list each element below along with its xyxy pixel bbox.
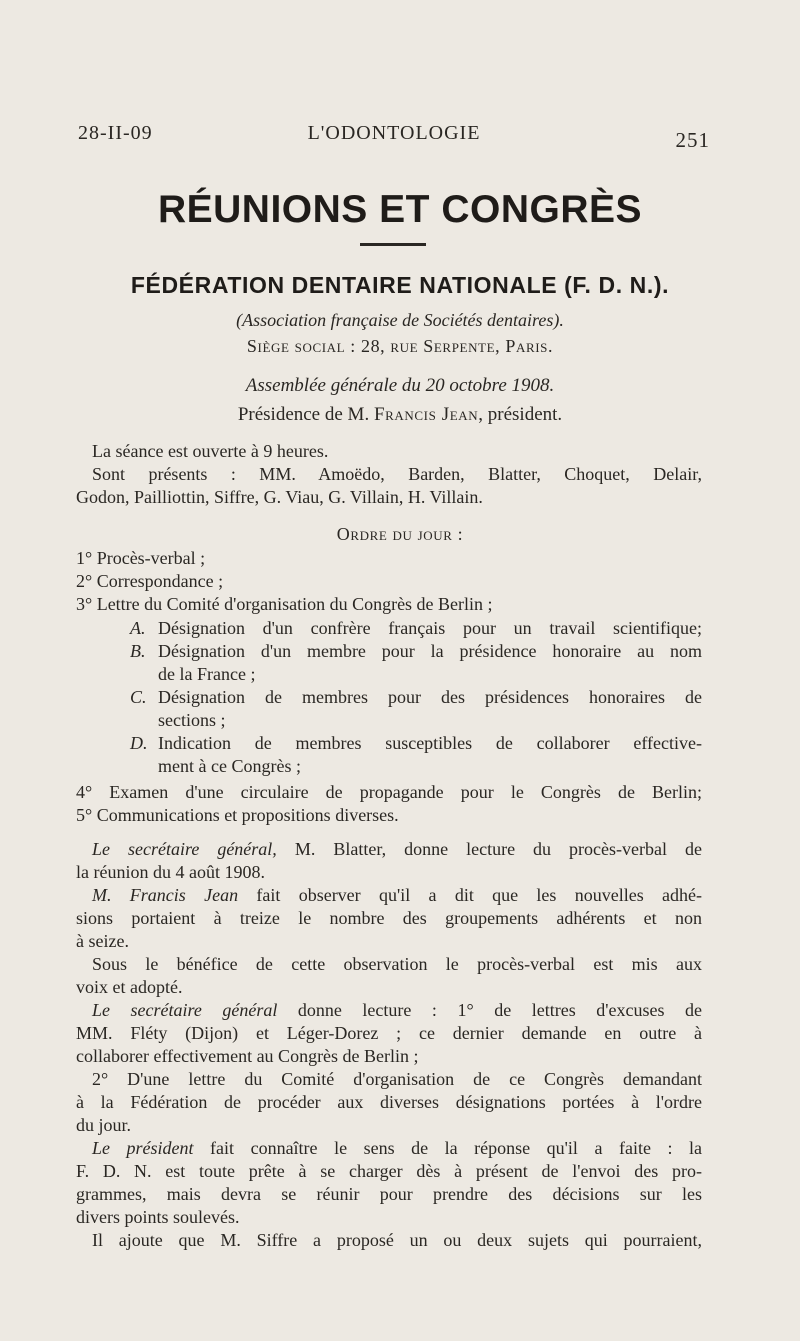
presidence-line — [0, 404, 800, 426]
para-6-line-1 — [92, 1137, 702, 1159]
speaker: Le président — [92, 1138, 194, 1158]
item-label: D. — [130, 733, 148, 753]
running-header — [78, 118, 710, 152]
agenda-item-4: 4° Examen d'une circulaire de propagande pour le Congrès de Berlin; — [76, 782, 702, 802]
assembly-date: Assemblée générale du 20 octobre 1908. — [245, 375, 555, 396]
para-7-line-1: Il ajoute que M. Siffre a proposé un ou deux sujets qui pourraient, — [92, 1230, 702, 1250]
item-text: Désignation d'un confrère français pour un travail scientifique; — [158, 618, 702, 638]
agenda-item-3: 3° Lettre du Comité d'organisation du Congrès de Berlin ; — [76, 594, 493, 614]
item-text: Indication de membres susceptibles de collaborer effective- — [158, 733, 702, 753]
presents-line-1: Sont présents : MM. Amoëdo, Barden, Blatter, Choquet, Delair, — [92, 464, 702, 484]
para-6-line-2: F. D. N. est toute prête à se charger dès à présent de l'envoi des pro- — [76, 1161, 702, 1181]
para-1-line-1 — [92, 838, 702, 860]
siege-social: Siège social : 28, rue Serpente, Paris. — [246, 336, 554, 356]
title-rule — [360, 243, 426, 246]
para-3-line-2: voix et adopté. — [76, 977, 183, 997]
agenda-item-3d — [130, 732, 702, 754]
agenda-item-1: 1° Procès-verbal ; — [76, 548, 206, 568]
presidence-suffix: , président. — [478, 404, 563, 425]
para-6-line-4: divers points soulevés. — [76, 1207, 240, 1227]
para-5-line-1: 2° D'une lettre du Comité d'organisation de ce Congrès demandant — [92, 1069, 702, 1089]
para-3-line-1: Sous le bénéfice de cette observation le procès-verbal est mis aux — [92, 954, 702, 974]
para-6-line-3: grammes, mais devra se réunir pour prendre des décisions sur les — [76, 1184, 702, 1204]
seance-line: La séance est ouverte à 9 heures. — [92, 441, 329, 461]
para-4-line-1 — [92, 999, 702, 1021]
presidence-prefix: Présidence de M. — [237, 404, 374, 425]
agenda-item-3b — [130, 640, 702, 662]
speaker: Le secrétaire général — [92, 1000, 278, 1020]
item-text: Désignation d'un membre pour la présidence honoraire au nom — [158, 641, 702, 661]
item-text: Désignation de membres pour des présidences honoraires de — [158, 687, 702, 707]
ordre-du-jour-heading: Ordre du jour : — [336, 524, 464, 544]
item-label: A. — [130, 618, 146, 638]
text: donne lecture : 1° de lettres d'excuses de — [277, 1000, 702, 1020]
page-number: 251 — [675, 128, 710, 152]
agenda-item-3a — [130, 617, 702, 639]
speaker: M. Francis Jean — [92, 885, 239, 905]
journal-title: L'ODONTOLOGIE — [307, 122, 481, 144]
para-2-line-1 — [92, 884, 702, 906]
federation-heading: FÉDÉRATION DENTAIRE NATIONALE (F. D. N.). — [130, 272, 670, 298]
item-label: B. — [130, 641, 146, 661]
para-4-line-3: collaborer effectivement au Congrès de Berlin ; — [76, 1046, 419, 1066]
para-1-line-2: la réunion du 4 août 1908. — [76, 862, 265, 882]
agenda-item-5: 5° Communications et propositions diverses. — [76, 805, 399, 825]
para-2-line-3: à seize. — [76, 931, 129, 951]
text: M. Blatter, donne lecture du procès-verbal de — [276, 839, 703, 859]
item-label: C. — [130, 687, 147, 707]
para-5-line-3: du jour. — [76, 1115, 132, 1135]
president-name: Francis Jean — [373, 404, 479, 425]
issue-date: 28-II-09 — [78, 122, 153, 144]
speaker: Le secrétaire général, — [92, 839, 277, 859]
agenda-item-3d-cont: ment à ce Congrès ; — [158, 756, 301, 776]
agenda-item-3c-cont: sections ; — [158, 710, 226, 730]
text: fait observer qu'il a dit que les nouvelles adhé- — [238, 885, 703, 905]
para-5-line-2: à la Fédération de procéder aux diverses désignations portées à l'ordre — [76, 1092, 702, 1112]
association-subtitle: (Association française de Sociétés dentaires). — [236, 310, 564, 330]
agenda-item-3c — [130, 686, 702, 708]
agenda-item-2: 2° Correspondance ; — [76, 571, 224, 591]
section-title: RÉUNIONS ET CONGRÈS — [157, 188, 643, 231]
para-4-line-2: MM. Fléty (Dijon) et Léger-Dorez ; ce dernier demande en outre à — [76, 1023, 702, 1043]
agenda-item-3b-cont: de la France ; — [158, 664, 256, 684]
presents-line-2: Godon, Pailliottin, Siffre, G. Viau, G. Villain, H. Villain. — [76, 487, 483, 507]
text: fait connaître le sens de la réponse qu'il a faite : la — [193, 1138, 702, 1158]
para-2-line-2: sions portaient à treize le nombre des groupements adhérents et non — [76, 908, 702, 928]
